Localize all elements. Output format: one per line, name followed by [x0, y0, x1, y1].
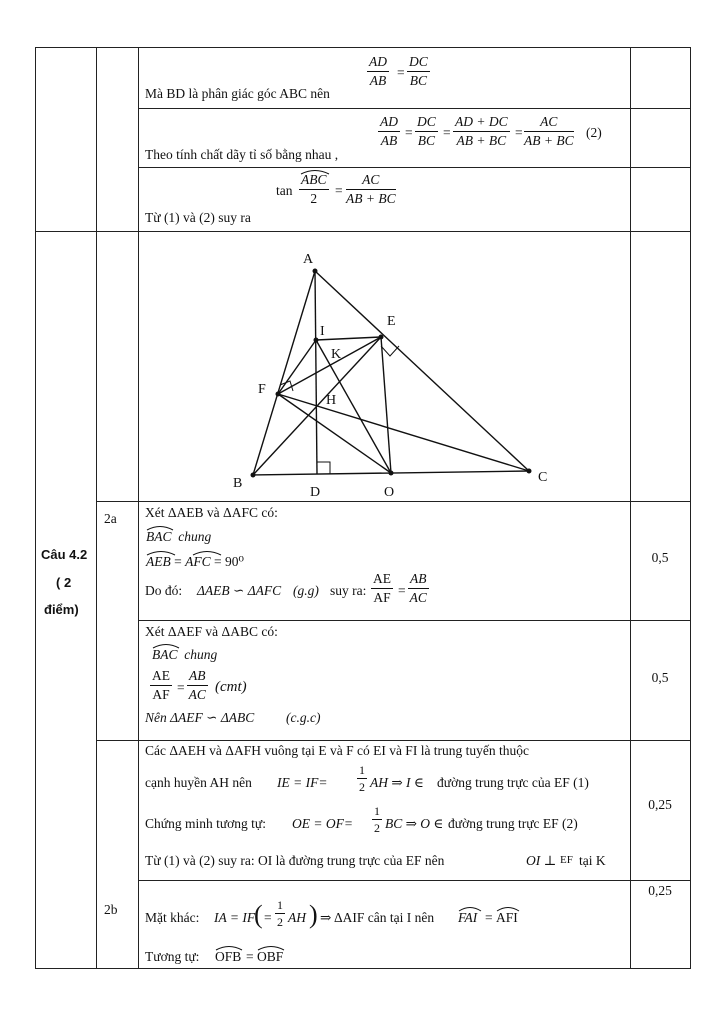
- 2b-half-1-num: 1: [359, 763, 365, 777]
- 2b-line4-c: EF: [560, 854, 573, 866]
- 2a-s1-chung: chung: [178, 529, 212, 544]
- 2b-score-1: 0,25: [648, 797, 672, 812]
- segment-AC: [315, 271, 529, 471]
- 2b-line4-d: tại K: [579, 853, 606, 868]
- row-divider: [35, 231, 691, 232]
- 2b-line5-f: =: [485, 910, 493, 925]
- row-divider: [138, 880, 691, 881]
- 2b-line4-b: OI ⊥: [526, 853, 557, 868]
- label-A: A: [303, 252, 314, 267]
- 2a-s2-line1: Xét ΔAEF và ΔABC có:: [145, 624, 278, 639]
- segment-EF: [278, 337, 381, 394]
- r3-frac: [346, 173, 396, 205]
- 2a-s1-line1: Xét ΔAEB và ΔAFC có:: [145, 505, 278, 520]
- 2a-s2-frac-1-num: AE: [150, 669, 172, 686]
- r3-frac-num: AC: [346, 173, 396, 190]
- 2b-half-3-num: 1: [277, 898, 283, 912]
- r3-frac-den: AB + BC: [346, 190, 396, 206]
- subpart-2b-label: 2b: [104, 902, 118, 917]
- label-K: K: [331, 347, 342, 362]
- 2a-s2-cgc: (c.g.c): [286, 710, 321, 725]
- 2a-s2-nen: Nên ΔAEF ∽ ΔABC: [145, 710, 255, 725]
- point-B: [251, 473, 256, 478]
- angle-arc-icon: [458, 906, 482, 912]
- r1-eq: =: [397, 65, 405, 80]
- 2a-s2-eq: =: [177, 680, 185, 695]
- right-angle-D: [317, 462, 330, 474]
- row-divider: [138, 620, 691, 621]
- 2b-angle-fai: FAI: [458, 910, 478, 925]
- segment-IF: [278, 340, 316, 394]
- table-border-bottom: [35, 968, 691, 969]
- 2a-s2-frac-2-num: AB: [187, 669, 208, 686]
- question-points-1: ( 2: [56, 575, 72, 590]
- point-C: [527, 469, 532, 474]
- 2a-s1-frac-1: [371, 572, 393, 604]
- 2b-line2-c: AH ⇒ I ∈: [370, 775, 424, 790]
- 2b-line3-d: đường trung trực EF (2): [448, 816, 578, 831]
- table-col-divider-1: [96, 47, 97, 969]
- 2a-s2-bac-text: BAC: [152, 647, 178, 662]
- r1-frac-a: [367, 55, 389, 87]
- r2-frac-1-den: AB: [380, 132, 398, 148]
- 2b-line5-a: Mặt khác:: [145, 910, 200, 925]
- angle-arc-icon: [300, 169, 330, 175]
- 2b-line1: Các ΔAEH và ΔAFH vuông tại E và F có EI và FI là trung tuyến thuộc: [145, 743, 530, 758]
- 2a-s1-sim: ΔAEB ∽ ΔAFC: [197, 583, 282, 598]
- 2a-s2-frac-2: [187, 669, 208, 701]
- r2-lead: Theo tính chất dãy tỉ số bằng nhau ,: [145, 147, 339, 162]
- 2a-s1-angle-afc: AFC: [185, 554, 211, 569]
- 2b-half-3-den: 2: [277, 915, 283, 929]
- row-divider: [138, 108, 691, 109]
- geometry-figure: [140, 240, 630, 502]
- point-A: [313, 269, 318, 274]
- 2a-s2-bac: [152, 648, 217, 662]
- 2b-line6-d: [257, 950, 283, 964]
- 2b-line2-d: đường trung trực của EF (1): [437, 775, 589, 790]
- 2a-s2-frac-1: [150, 669, 172, 701]
- 2b-line6-b: [215, 950, 241, 964]
- r3-angle-den: 2: [310, 190, 318, 206]
- 2a-s1-eq: =: [398, 583, 406, 598]
- 2a-s1-gg: (g.g): [293, 583, 319, 598]
- 2b-line5-paren: (: [254, 900, 263, 929]
- label-H: H: [326, 393, 337, 408]
- 2a-s1-score: 0,5: [651, 550, 669, 565]
- 2a-s2-frac-1-den: AF: [152, 686, 170, 702]
- row-divider: [138, 167, 691, 168]
- question-label: Câu 4.2: [41, 547, 88, 562]
- label-B: B: [233, 476, 243, 491]
- 2b-line6-c: =: [246, 949, 254, 964]
- 2b-half-2: [372, 805, 382, 834]
- 2b-line6-a: Tương tự:: [145, 949, 200, 964]
- r1-frac-a-num: AD: [367, 55, 389, 72]
- segment-OE: [381, 337, 391, 473]
- row-divider: [96, 740, 691, 741]
- r2-tag: (2): [586, 125, 602, 140]
- label-I: I: [320, 324, 325, 339]
- 2b-line2-a: cạnh huyền AH nên: [145, 775, 252, 790]
- 2a-s1-frac-2: [408, 572, 429, 604]
- table-border-left: [35, 47, 36, 969]
- segment-CF: [278, 394, 529, 471]
- 2a-s1-ninety: = 90⁰: [214, 554, 244, 569]
- 2b-half-3: [275, 899, 285, 928]
- r2-frac-2-den: BC: [417, 132, 436, 148]
- r2-frac-2: [415, 115, 438, 147]
- label-E: E: [387, 314, 396, 329]
- r2-eq-2: =: [443, 125, 451, 140]
- 2b-angle-obf: OBF: [257, 949, 284, 964]
- table-border-right: [690, 47, 691, 969]
- point-F: [276, 392, 281, 397]
- label-D: D: [310, 485, 321, 500]
- 2a-s1-eq-line: [146, 555, 244, 569]
- 2a-s1-suyra: suy ra:: [330, 583, 367, 598]
- 2b-half-2-den: 2: [374, 821, 380, 835]
- r2-frac-3-den: AB + BC: [456, 132, 507, 148]
- 2a-s1-frac-1-num: AE: [371, 572, 393, 589]
- 2b-line3-a: Chứng minh tương tự:: [145, 816, 266, 831]
- 2a-s2-score: 0,5: [651, 670, 669, 685]
- 2b-half-1-den: 2: [359, 780, 365, 794]
- 2a-s1-bac: [146, 530, 211, 544]
- r2-eq-1: =: [405, 125, 413, 140]
- 2b-line5-eq: =: [264, 910, 272, 925]
- r2-frac-4-den: AB + BC: [524, 132, 574, 148]
- r2-frac-3: [453, 115, 510, 147]
- table-col-divider-2: [138, 47, 139, 969]
- segment-AB: [253, 271, 315, 475]
- 2b-line5-c: AH: [288, 910, 306, 925]
- r3-eq: =: [335, 183, 343, 198]
- question-points-2: điểm): [44, 602, 79, 617]
- label-F: F: [258, 382, 266, 397]
- point-O: [389, 471, 394, 476]
- 2a-s1-angle-aeb: AEB: [146, 554, 171, 569]
- angle-arc-icon: [257, 945, 285, 951]
- r3-lead: Từ (1) và (2) suy ra: [145, 210, 251, 225]
- 2b-score-2: 0,25: [648, 883, 672, 898]
- r3-angle-text: ABC: [301, 172, 327, 187]
- label-O: O: [384, 485, 395, 500]
- 2a-s2-cmt: (cmt): [215, 679, 247, 695]
- point-E: [379, 335, 384, 340]
- angle-arc-icon: [146, 550, 176, 556]
- 2a-s1-bac-text: BAC: [146, 529, 172, 544]
- 2b-line5-g: [496, 911, 518, 925]
- 2a-s1-frac-1-den: AF: [373, 589, 391, 605]
- segment-IE: [316, 337, 381, 340]
- r1-lead: Mà BD là phân giác góc ABC nên: [145, 86, 330, 101]
- r2-frac-2-num: DC: [415, 115, 438, 132]
- 2b-line3-c: BC ⇒ O ∈: [385, 816, 444, 831]
- r1-frac-a-den: AB: [369, 72, 387, 88]
- angle-arc-icon: [146, 525, 174, 531]
- 2a-s1-do-do: Do đó:: [145, 583, 183, 598]
- angle-arc-icon: [496, 906, 520, 912]
- 2a-s1-equals: =: [174, 554, 182, 569]
- r2-frac-4-num: AC: [524, 115, 574, 132]
- 2b-line5-d: ⇒ ΔAIF cân tại I nên: [320, 910, 435, 925]
- angle-arc-icon: [152, 643, 180, 649]
- table-col-divider-3: [630, 47, 631, 969]
- table-border-top: [35, 47, 691, 48]
- 2b-line5-e: [458, 911, 477, 925]
- 2b-angle-afi: AFI: [496, 910, 518, 925]
- 2a-s2-frac-2-den: AC: [188, 686, 206, 702]
- 2b-half-2-num: 1: [374, 804, 380, 818]
- angle-arc-icon: [215, 945, 243, 951]
- r2-frac-4: [524, 115, 574, 147]
- 2a-s1-frac-2-den: AC: [409, 589, 427, 605]
- r1-frac-b: [407, 55, 430, 87]
- 2b-half-1: [357, 764, 367, 793]
- angle-arc-icon: [192, 550, 222, 556]
- 2b-angle-ofb: OFB: [215, 949, 242, 964]
- label-C: C: [538, 470, 548, 485]
- r2-eq-3: =: [515, 125, 523, 140]
- 2b-line2-b: IE = IF=: [277, 775, 328, 790]
- 2a-s1-frac-2-num: AB: [408, 572, 429, 589]
- 2b-line5-b: IA = IF: [214, 910, 256, 925]
- r2-frac-1: [378, 115, 400, 147]
- point-I: [314, 338, 319, 343]
- r3-tan: tan: [276, 183, 293, 198]
- 2b-line4-a: Từ (1) và (2) suy ra: OI là đường trung trực của EF nên: [145, 853, 445, 868]
- r3-angle-frac: [299, 173, 329, 205]
- subpart-2a-label: 2a: [104, 511, 117, 526]
- r2-frac-3-num: AD + DC: [453, 115, 510, 132]
- r3-angle-num: [299, 173, 329, 190]
- r1-frac-b-num: DC: [407, 55, 430, 72]
- 2b-line3-b: OE = OF=: [292, 816, 353, 831]
- 2a-s2-chung: chung: [184, 647, 218, 662]
- r1-frac-b-den: BC: [409, 72, 428, 88]
- r2-frac-1-num: AD: [378, 115, 400, 132]
- 2b-line5-paren-close: ): [309, 900, 318, 929]
